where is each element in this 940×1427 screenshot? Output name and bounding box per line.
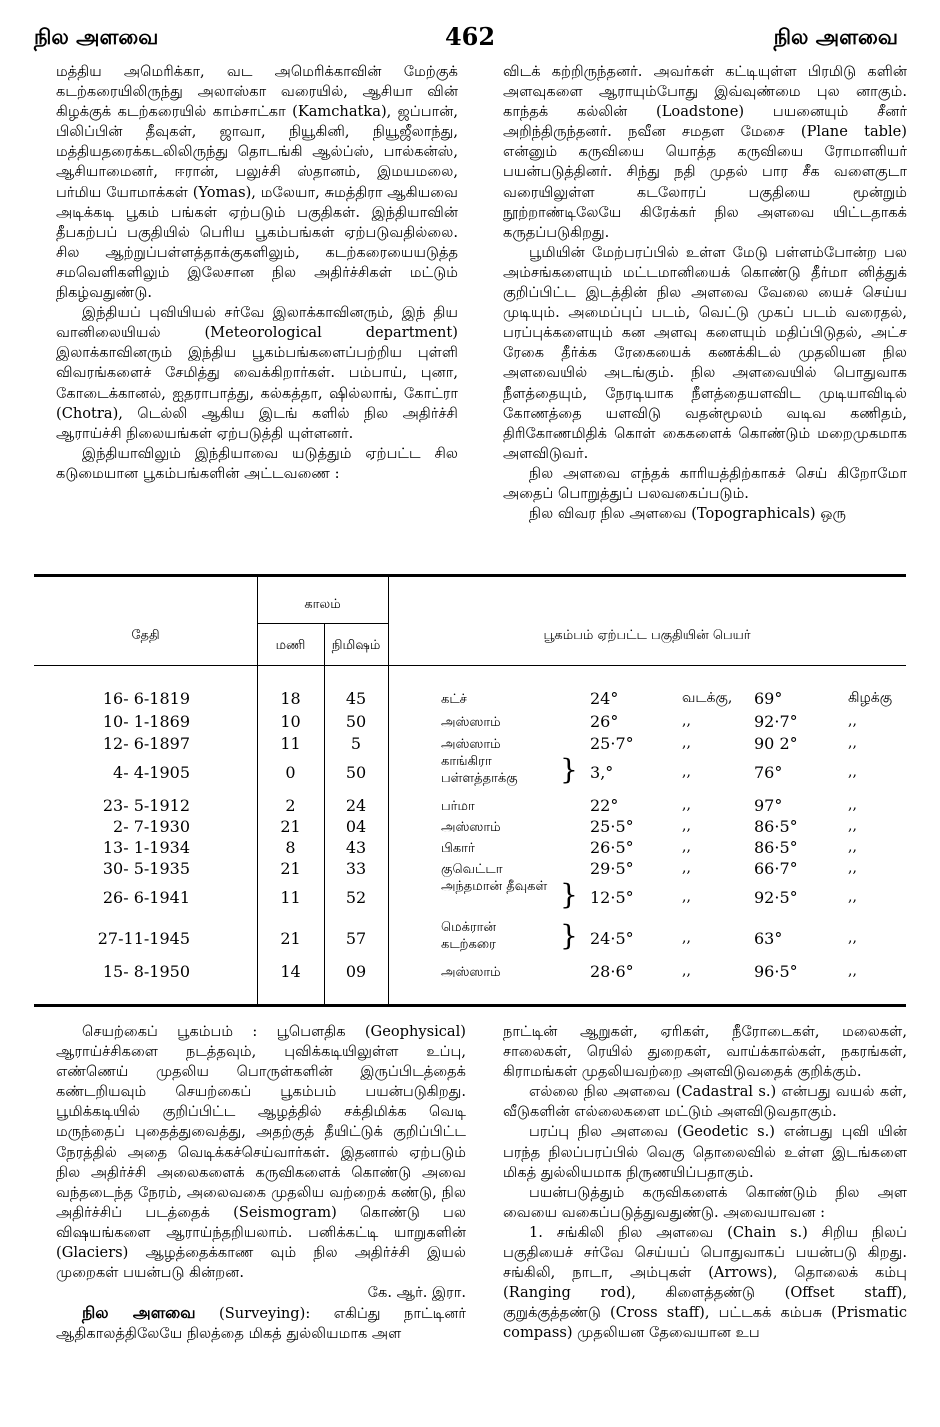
paragraph: நில அளவை எந்தக் காரியத்திற்காகச் செய் கிறோமோ அதைப் பொறுத்துப் பலவகைப்படும். [503,464,907,502]
cell-date: 4- 4-1905 [113,763,190,782]
paragraph: எல்லை நில அளவை (Cadastral s.) என்பது வயல் கள், வீடுகளின் எல்லைகளை மட்டும் அளவிடுவதாகும். [503,1083,907,1121]
cell-minute: 04 [345,817,367,836]
cell-latitude: 26·5° [590,838,634,857]
cell-east: ,, [848,963,857,979]
brace-mark: } [560,878,578,911]
cell-direction: வடக்கு, [682,690,733,706]
cell-hour: 2 [285,796,296,815]
cell-place: அஸ்ஸாம் [441,965,501,980]
cell-direction: ,, [682,735,691,751]
cell-direction: ,, [682,797,691,813]
cell-east: ,, [848,735,857,751]
cell-east: கிழக்கு [848,690,893,706]
cell-minute: 33 [345,859,367,878]
cell-hour: 11 [280,888,301,907]
cell-direction: ,, [682,818,691,834]
cell-place: அஸ்ஸாம் [441,820,501,835]
cell-minute: 45 [345,689,367,708]
entry-term: நில அளவை [82,1303,196,1323]
entry-paragraph [56,1303,466,1344]
cell-date: 15- 8-1950 [102,962,190,981]
header-time: காலம் [304,597,341,612]
cell-place: குவெட்டா [441,862,503,877]
paragraph: இந்தியாவிலும் இந்தியாவை யடுத்தும் ஏற்பட்ட சில கடுமையான பூகம்பங்களின் அட்டவணை : [56,444,458,482]
cell-direction: ,, [682,889,691,905]
cell-place: காங்கிரா பள்ளத்தாக்கு [441,754,518,786]
paragraph: நில விவர நில அளவை (Topographicals) ஒரு [529,505,846,523]
cell-east: ,, [848,818,857,834]
cell-date: 27-11-1945 [97,929,190,948]
cell-date: 13- 1-1934 [102,838,190,857]
cell-minute: 5 [350,734,362,753]
cell-date: 16- 6-1819 [102,689,190,708]
cell-hour: 21 [280,929,301,948]
cell-east: ,, [848,839,857,855]
cell-longitude: 86·5° [754,817,798,836]
cell-minute: 50 [345,763,367,782]
header-hour: மணி [275,638,306,653]
cell-hour: 21 [280,817,301,836]
cell-longitude: 92·7° [754,712,798,731]
cell-place: அந்தமான் தீவுகள் [441,879,548,894]
cell-longitude: 66·7° [754,859,798,878]
cell-date: 10- 1-1869 [102,712,190,731]
brace-mark: } [560,919,578,952]
column-left-bottom [56,1022,466,1345]
header-place: பூகம்பம் ஏற்பட்ட பகுதியின் பெயர் [543,628,751,643]
cell-longitude: 92·5° [754,888,798,907]
paragraph: நாட்டின் ஆறுகள், ஏரிகள், நீரோடைகள், மலைகள், சாலைகள், ரெயில் துறைகள், வாய்க்கால்கள், நகரங்கள், கிராமங்கள் முதலியவற்றை அளவிடுவதைக் குறிக்கும். [503,1023,907,1081]
cell-direction: ,, [682,839,691,855]
cell-longitude: 86·5° [754,838,798,857]
page-number: 462 [444,22,496,51]
cell-hour: 10 [280,712,301,731]
cell-latitude: 26° [590,712,619,731]
cell-place: பிகார் [441,841,475,856]
cell-east: ,, [848,797,857,813]
cell-latitude: 24° [590,689,619,708]
paragraph: செயற்கைப் பூகம்பம் : பூபௌதிக (Geophysical) ஆராய்ச்சிகளை நடத்தவும், புவிக்கடியிலுள்ள உப்பு, எண்ணெய் முதலிய பொருள்களின் இருப்பிடத்தைக் கண்டறியவும் செயற்கைப் பூகம்பம் பயன்படுகிறது. பூமிக்கடியில் குறிப்பிட்ட ஆழத்தில் சக்திமிக்க வெடி மருந்தைப் புதைத்துவைத்து, அதற்குத் தீயிட்டுக் குறிப்பிட்ட நேரத்தில் அதை வெடிக்கச்செய்வார்கள். இதனால் ஏற்படும் நில அதிர்ச்சி அலைகளைக் கருவிகளைக் கொண்டு அவை வந்தடைந்த நேரம், அலைவகை முதலிய வற்றைக் கண்டு, நில அதிர்ச்சிப் படத்தைக் (Seismogram) கொண்டு பல விஷயங்களை ஆராய்ந்தறியலாம். பனிக்கட்டி யாறுகளின் (Glaciers) ஆழத்தைக்காண வும் நில அதிர்ச்சி இயல் முறைகள் பயன்படு கின்றன. [56,1023,466,1282]
cell-latitude: 24·5° [590,929,634,948]
cell-latitude: 29·5° [590,859,634,878]
brace-mark: } [560,753,578,786]
cell-minute: 52 [345,888,367,907]
cell-east: ,, [848,889,857,905]
cell-hour: 8 [285,838,296,857]
cell-minute: 09 [345,962,367,981]
header-date: தேதி [131,628,160,643]
running-head-left: நில அளவை [34,24,159,49]
cell-latitude: 28·6° [590,962,634,981]
cell-latitude: 25·5° [590,817,634,836]
cell-date: 2- 7-1930 [113,817,190,836]
cell-latitude: 3‚° [590,763,614,782]
cell-place: அஸ்ஸாம் [441,715,501,730]
cell-place: அஸ்ஸாம் [441,737,501,752]
column-right-bottom [503,1022,907,1344]
cell-latitude: 25·7° [590,734,634,753]
cell-date: 30- 5-1935 [102,859,190,878]
cell-place: பர்மா [441,799,475,814]
cell-minute: 57 [345,929,367,948]
cell-east: ,, [848,713,857,729]
paragraph: பரப்பு நில அளவை (Geodetic s.) என்பது புவி யின் பரந்த நிலப்பரப்பில் வெகு தொலைவில் உள்ள இடங்களை மிகத் துல்லியமாக நிருணயிப்பதாகும். [503,1123,907,1181]
cell-direction: ,, [682,713,691,729]
cell-direction: ,, [682,930,691,946]
paragraph: மத்திய அமெரிக்கா, வட அமெரிக்காவின் மேற்குக் கடற்கரையிலிருந்து அலாஸ்கா வரையில், ஆசியா வின் கிழக்குக் கடற்கரையில் காம்சாட்கா (Kamchatka), ஜப்பான், பிலிப்பின் தீவுகள், ஜாவா, நியூகினி, நியூஜீலாந்து, மத்தியதரைக்கடலிலிருந்து தொடங்கி ஆல்ப்ஸ், பால்கன்ஸ், ஆசியாமைனர், ஈரான், பலுச்சி ஸ்தானம், இமயமலை, பர்மிய யோமாக்கள் (Yomas), மலேயா, சுமத்திரா ஆகியவை அடிக்கடி பூகம் பங்கள் ஏற்படும் பகுதிகள். இந்தியாவின் தீபகற்பப் பகுதியில் பெரிய பூகம்பங்கள் ஏற்படுவதில்லை. சில ஆற்றுப்பள்ளத்தாக்குகளிலும், கடற்கரையையடுத்த சமவெளிகளிலும் இலேசான நில அதிர்ச்சிகள் மட்டும் நிகழ்வதுண்டு. [56,63,458,302]
cell-longitude: 96·5° [754,962,798,981]
cell-east: ,, [848,764,857,780]
paragraph: இந்தியப் புவியியல் சர்வே இலாக்காவினரும், இந் திய வானிலையியல் (Meteorological department) இலாக்காவினரும் இந்திய பூகம்பங்களைப்பற்றிய புள்ளி விவரங்களைச் சேமித்து வைக்கிறார்கள். பம்பாய், புனா, கோடைக்கானல், ஐதராபாத்து, கல்கத்தா, ஷில்லாங், கோட்ரா (Chotra), டெல்லி ஆகிய இடங் களில் நில அதிர்ச்சி ஆராய்ச்சி நிலையங்கள் ஏற்படுத்தி யுள்ளனர். [56,304,458,442]
cell-direction: ,, [682,764,691,780]
cell-hour: 18 [280,689,301,708]
cell-hour: 21 [280,859,301,878]
cell-date: 23- 5-1912 [102,796,190,815]
paragraph: பூமியின் மேற்பரப்பில் உள்ள மேடு பள்ளம்போன்ற பல அம்சங்களையும் மட்டமானியைக் கொண்டு தீர்மா னித்துக் குறிப்பிட்ட இடத்தின் நில அளவை வேலை யைச் செய்ய முடியும். அமைப்புப் படம், வெட்டு முகப் படம் வரைதல், பரப்புக்களையும் கன அளவு களையும் மதிப்பிடுதல், அட்ச ரேகை தீர்க்க ரேகையைக் கணக்கிடல் முதலியன நில அளவையில் அடங்கும். நில அளவையில் பொதுவாக நீளத்தையும், நேரடியாக நீளத்தையளவிட முடியாவிடில் கோணத்தை யளவிடு வதன்மூலம் வடிவ கணிதம், திரிகோணமிதிக் கொள் கைகளைக் கொண்டும் மறைமுகமாக அளவிடுவர். [503,243,907,462]
cell-minute: 43 [345,838,367,857]
cell-longitude: 69° [754,689,783,708]
cell-direction: ,, [682,860,691,876]
cell-latitude: 22° [590,796,619,815]
entry-text: (Surveying): எகிப்து நாட்டினர் ஆதிகாலத்திலேயே நிலத்தை மிகத் துல்லியமாக அள [56,1305,467,1343]
cell-east: ,, [848,930,857,946]
cell-place: கட்ச் [441,692,467,707]
cell-longitude: 90 2° [754,734,798,753]
signature: கே. ஆர். இரா. [367,1284,466,1302]
paragraph: பயன்படுத்தும் கருவிகளைக் கொண்டும் நில அள வையை வகைப்படுத்துவதுண்டு. அவையாவன : [503,1183,907,1221]
cell-date: 12- 6-1897 [102,734,190,753]
running-head-right: நில அளவை [773,24,898,49]
cell-minute: 24 [345,796,367,815]
cell-longitude: 76° [754,763,783,782]
cell-date: 26- 6-1941 [102,888,190,907]
paragraph: 1. சங்கிலி நில அளவை (Chain s.) சிறிய நிலப் பகுதியைச் சர்வே செய்யப் பொதுவாகப் பயன்படு கிறது. சங்கிலி, நாடா, அம்புகள் (Arrows), தொலைக் கம்பு (Ranging rod), கிளைத்தண்டு (Offset staff), குறுக்குத்தண்டு (Cross staff), பட்டகக் கம்பசு (Prismatic compass) முதலியன தேவையான உப [503,1223,907,1342]
cell-east: ,, [848,860,857,876]
cell-latitude: 12·5° [590,888,634,907]
paragraph: விடக் கற்றிருந்தனர். அவர்கள் கட்டியுள்ள பிரமிடு களின் அளவுகளை ஆராயும்போது இவ்வுண்மை புல னாகும். காந்தக் கல்லின் (Loadstone) பயனையும் சீனர் அறிந்திருந்தனர். நவீன சமதள மேசை (Plane table) என்னும் கருவியை யொத்த கருவியை ரோமானியர் பயன்படுத்தினர். சிந்து நதி முதல் பார சீக வளைகுடா வரையிலுள்ள கடலோரப் பகுதியை மூன்றும் நூற்றாண்டிலேயே கிரேக்கர் நில அளவை யிட்டதாகக் கருதப்படுகிறது. [503,63,907,241]
cell-hour: 14 [280,962,301,981]
cell-hour: 0 [285,763,296,782]
cell-place: மெக்ரான் கடற்கரை [441,920,497,952]
cell-minute: 50 [345,712,367,731]
cell-longitude: 97° [754,796,783,815]
header-minute: நிமிஷம் [331,638,381,653]
cell-hour: 11 [280,734,301,753]
cell-direction: ,, [682,963,691,979]
cell-longitude: 63° [754,929,783,948]
